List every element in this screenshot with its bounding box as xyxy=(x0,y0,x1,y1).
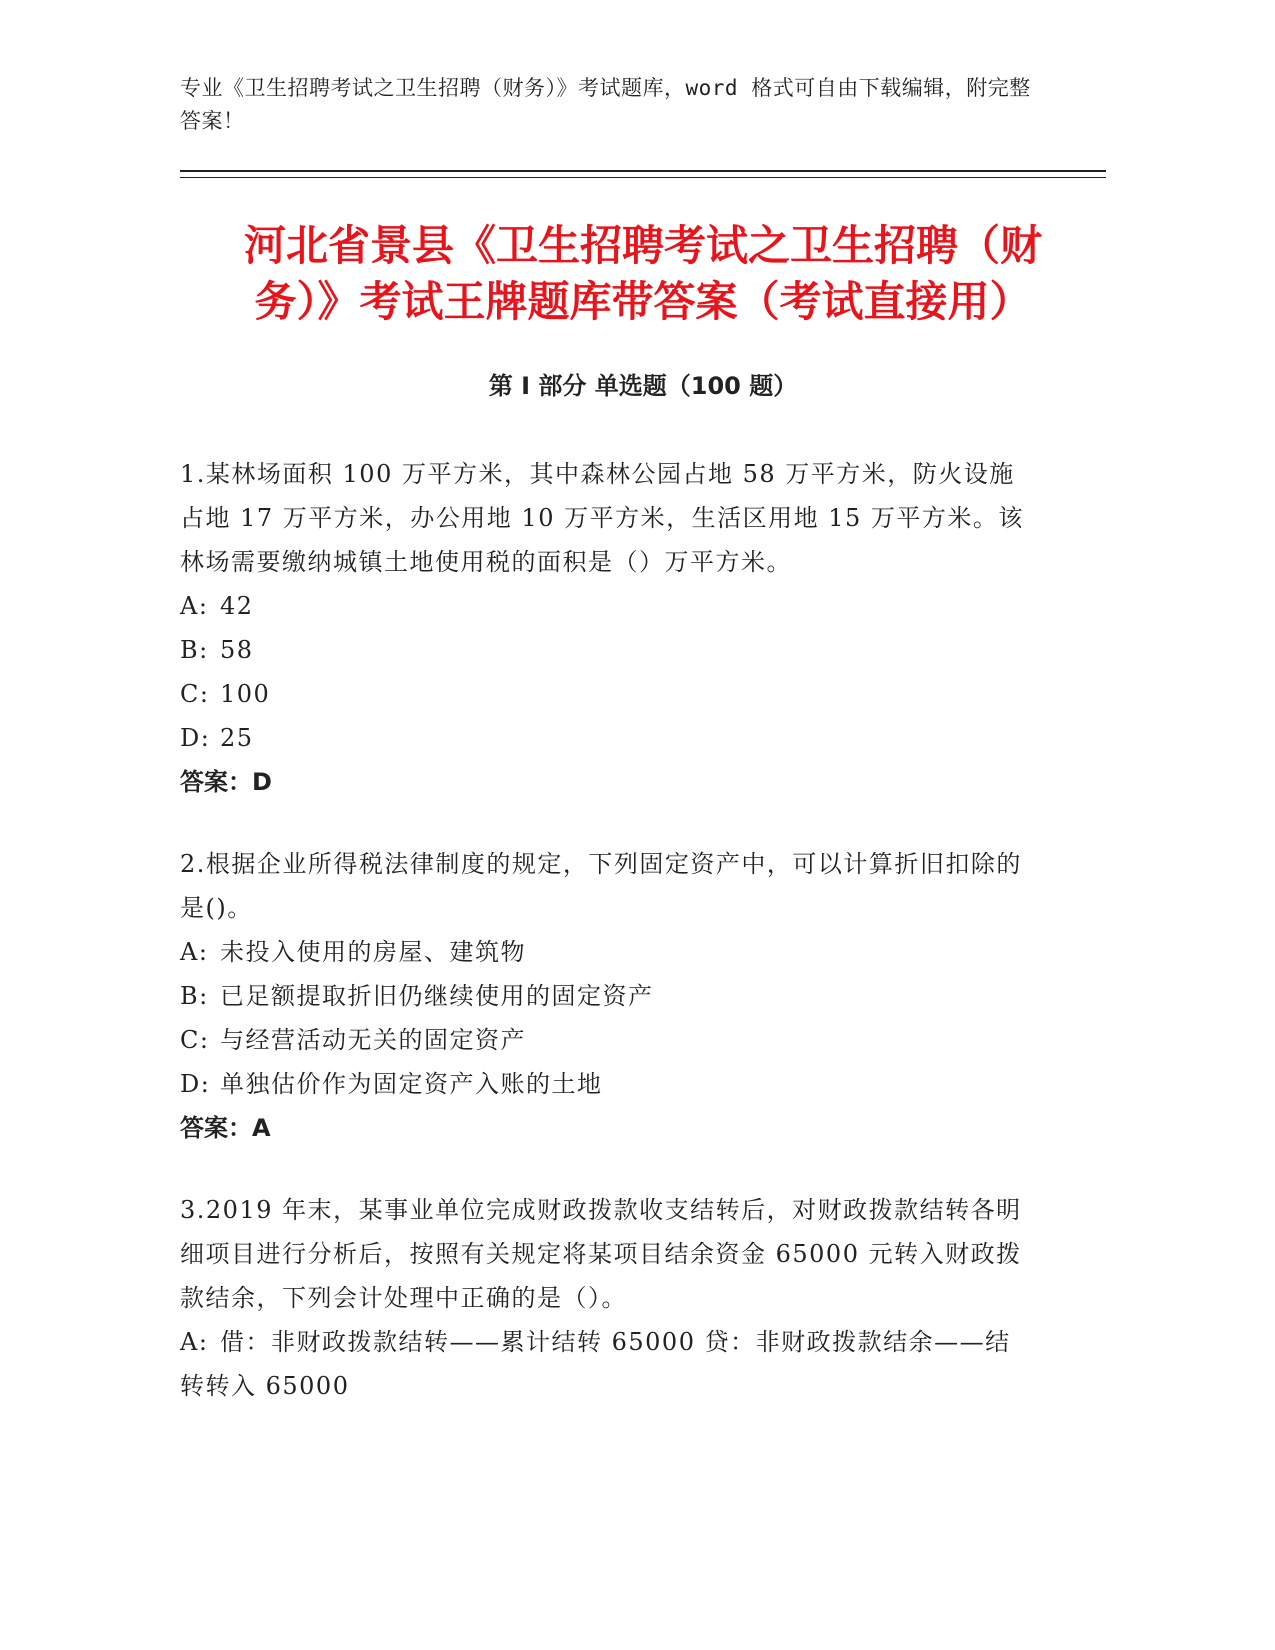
option-text: 42 xyxy=(220,592,254,620)
option-text: 100 xyxy=(220,680,271,708)
question-stem: 3.2019 年末，某事业单位完成财政拨款收支结转后，对财政拨款结转各明细项目进行分析后，按照有关规定将某项目结余资金 65000 元转入财政拨款结余，下列会计处理中正确的是（）。 xyxy=(180,1196,1022,1312)
question-list xyxy=(180,452,1030,1446)
option-text: 未投入使用的房屋、建筑物 xyxy=(220,938,526,966)
section-title: 第 I 部分 单选题（100 题） xyxy=(488,372,798,400)
option-text: 25 xyxy=(220,724,254,752)
question-stem: 2.根据企业所得税法律制度的规定，下列固定资产中，可以计算折旧扣除的是()。 xyxy=(180,850,1022,922)
option-text: 已足额提取折旧仍继续使用的固定资产 xyxy=(220,982,654,1010)
header-rule-thick xyxy=(180,170,1106,172)
option-text: 58 xyxy=(220,636,254,664)
option-letter: D: xyxy=(180,724,211,752)
document-title-line-1: 河北省景县《卫生招聘考试之卫生招聘（财 xyxy=(243,221,1042,270)
document-title xyxy=(180,218,1106,330)
option-text: 借：非财政拨款结转——累计结转 65000 贷：非财政拨款结余——结转转入 65000 xyxy=(180,1328,1011,1400)
question-1 xyxy=(180,452,1030,804)
question-answer: 答案：D xyxy=(180,768,272,796)
option-letter: B: xyxy=(180,636,209,664)
option-d xyxy=(180,716,1030,760)
option-letter: A: xyxy=(180,938,209,966)
option-letter: B: xyxy=(180,982,209,1010)
header-rule-thin xyxy=(180,177,1106,178)
option-a xyxy=(180,584,1030,628)
option-letter: A: xyxy=(180,592,209,620)
option-letter: D: xyxy=(180,1070,211,1098)
option-a xyxy=(180,1320,1030,1408)
question-3 xyxy=(180,1188,1030,1408)
question-stem: 1.某林场面积 100 万平方米，其中森林公园占地 58 万平方米，防火设施占地 17 万平方米，办公用地 10 万平方米，生活区用地 15 万平方米。该林场需要缴纳城镇土地使用税的面积是（）万平方米。 xyxy=(180,460,1024,576)
option-text: 与经营活动无关的固定资产 xyxy=(220,1026,526,1054)
header-note: 专业《卫生招聘考试之卫生招聘（财务）》考试题库，word 格式可自由下载编辑，附完整答案！ xyxy=(180,76,1031,133)
option-b xyxy=(180,628,1030,672)
document-title-line-2: 务）》考试王牌题库带答案（考试直接用） xyxy=(254,277,1032,326)
option-letter: C: xyxy=(180,680,210,708)
question-answer: 答案：A xyxy=(180,1114,271,1142)
option-a xyxy=(180,930,1030,974)
option-c xyxy=(180,1018,1030,1062)
option-letter: C: xyxy=(180,1026,210,1054)
question-2 xyxy=(180,842,1030,1150)
option-letter: A: xyxy=(180,1328,209,1356)
option-d xyxy=(180,1062,1030,1106)
option-c xyxy=(180,672,1030,716)
option-b xyxy=(180,974,1030,1018)
option-text: 单独估价作为固定资产入账的土地 xyxy=(220,1070,603,1098)
